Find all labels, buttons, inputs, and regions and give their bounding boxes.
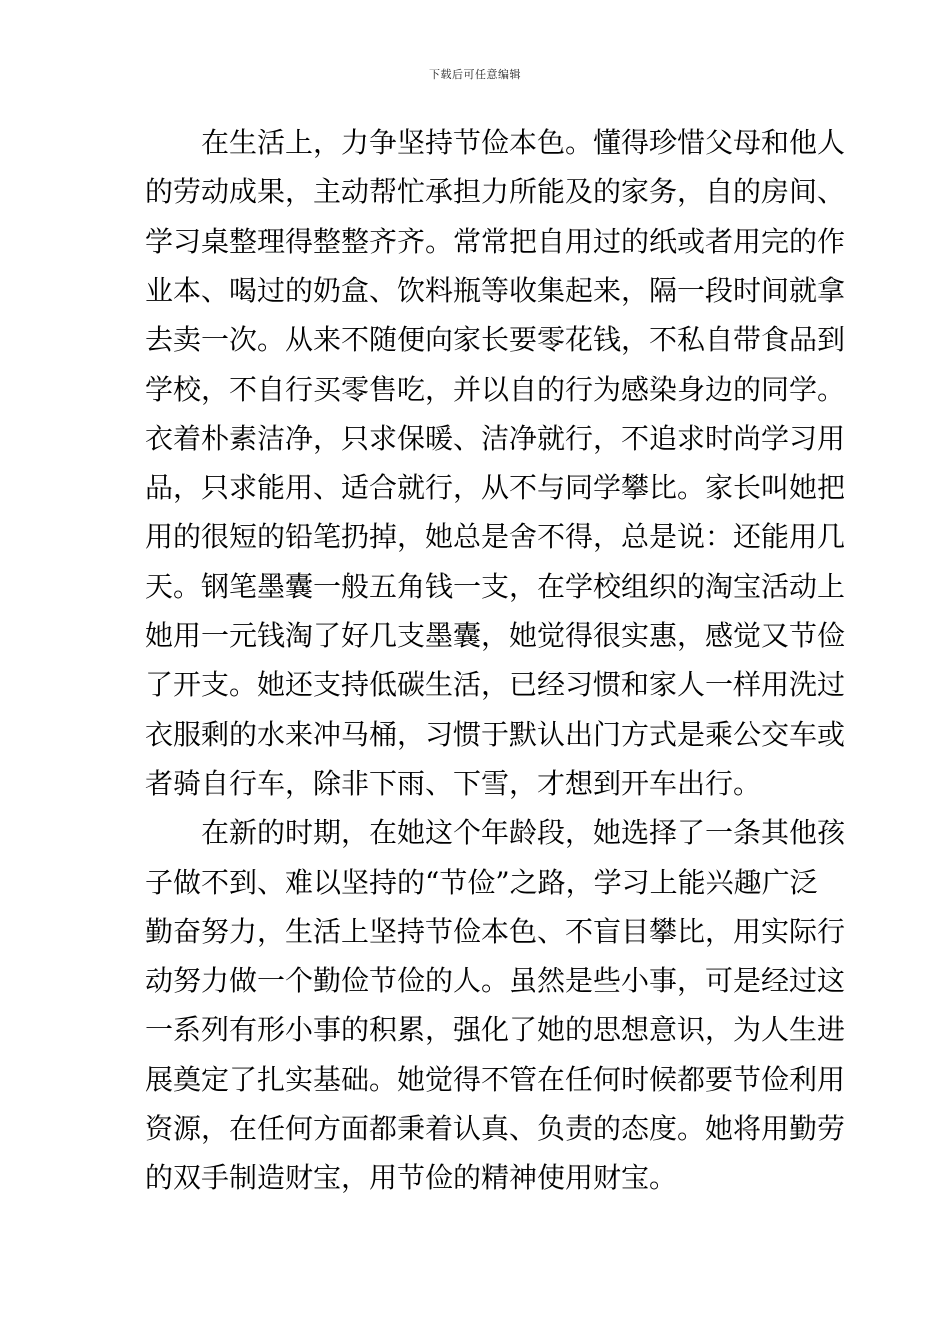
text-line: 的双手制造财宝，用节俭的精神使用财宝。 — [145, 1161, 678, 1195]
text-line: 天。钢笔墨囊一般五角钱一支，在学校组织的淘宝活动上 — [145, 569, 846, 603]
text-line: 展奠定了扎实基础。她觉得不管在任何时候都要节俭利用 — [145, 1062, 846, 1096]
text-line: 在新的时期，在她这个年龄段，她选择了一条其他孩 — [201, 816, 846, 850]
text-line: 品，只求能用、适合就行，从不与同学攀比。家长叫她把 — [145, 471, 846, 505]
text-line: 者骑自行车，除非下雨、下雪，才想到开车出行。 — [145, 766, 762, 800]
text-line: 了开支。她还支持低碳生活，已经习惯和家人一样用洗过 — [145, 668, 846, 702]
text-line: 学校，不自行买零售吃，并以自的行为感染身边的同学。 — [145, 372, 846, 406]
text-line: 衣着朴素洁净，只求保暖、洁净就行，不追求时尚学习用 — [145, 421, 846, 455]
text-line: 衣服剩的水来冲马桶，习惯于默认出门方式是乘公交车或 — [145, 717, 846, 751]
page-header: 下载后可任意编辑 — [429, 68, 521, 81]
text-line: 学习桌整理得整整齐齐。常常把自用过的纸或者用完的作 — [145, 224, 846, 258]
text-line: 在生活上，力争坚持节俭本色。懂得珍惜父母和他人 — [201, 126, 846, 159]
text-line: 用的很短的铅笔扔掉，她总是舍不得，总是说：还能用几 — [145, 520, 846, 554]
text-line: 一系列有形小事的积累，强化了她的思想意识，为人生进 — [145, 1013, 846, 1047]
text-line: 子做不到、难以坚持的“节俭”之路，学习上能兴趣广泛 — [145, 865, 818, 899]
text-line: 的劳动成果，主动帮忙承担力所能及的家务，自的房间、 — [145, 175, 846, 209]
text-line: 勤奋努力，生活上坚持节俭本色、不盲目攀比，用实际行 — [145, 914, 846, 948]
text-line: 去卖一次。从来不随便向家长要零花钱，不私自带食品到 — [145, 323, 846, 357]
text-line: 业本、喝过的奶盒、饮料瓶等收集起来，隔一段时间就拿 — [145, 273, 846, 307]
text-line: 她用一元钱淘了好几支墨囊，她觉得很实惠，感觉又节俭 — [145, 619, 846, 652]
text-line: 动努力做一个勤俭节俭的人。虽然是些小事，可是经过这 — [145, 964, 846, 998]
text-line: 资源，在任何方面都秉着认真、负责的态度。她将用勤劳 — [145, 1112, 846, 1145]
